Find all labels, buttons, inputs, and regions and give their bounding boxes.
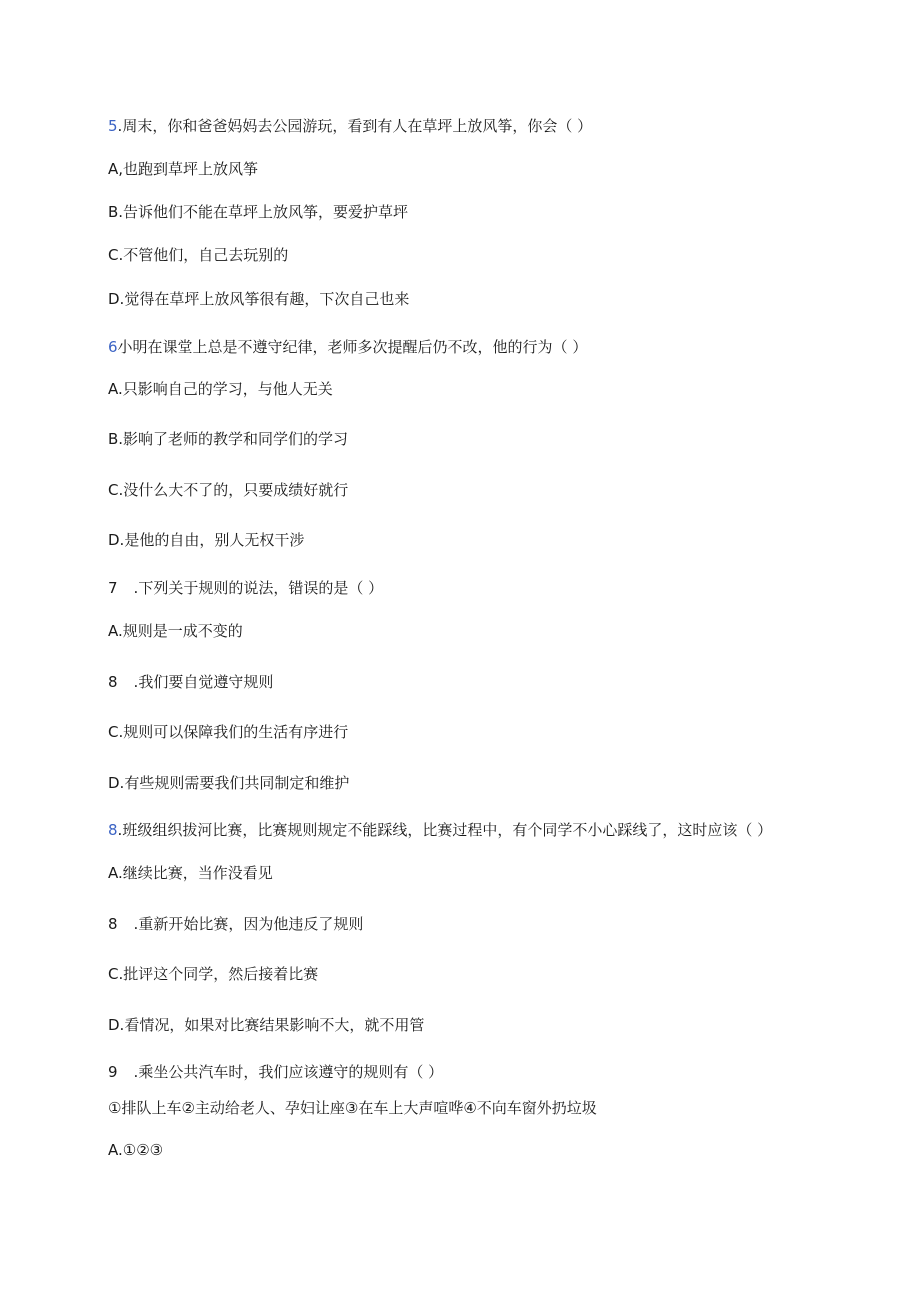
question-5-option-d: D.觉得在草坪上放风筝很有趣，下次自己也来 xyxy=(108,290,410,308)
question-7-option-c: C.规则可以保障我们的生活有序进行 xyxy=(108,723,349,741)
question-6-number: 6 xyxy=(108,338,118,356)
question-6-option-c: C.没什么大不了的，只要成绩好就行 xyxy=(108,481,349,499)
question-5-option-b: B.告诉他们不能在草坪上放风筝，要爱护草坪 xyxy=(108,203,409,221)
question-5-option-a: A,也跑到草坪上放风筝 xyxy=(108,160,259,178)
question-9-statements: ①排队上车②主动给老人、孕妇让座③在车上大声喧哗④不向车窗外扔垃圾 xyxy=(108,1099,597,1117)
question-8-option-b xyxy=(108,914,363,934)
question-8-option-b-text: .重新开始比赛，因为他违反了规则 xyxy=(133,915,364,933)
question-7-option-d: D.有些规则需要我们共同制定和维护 xyxy=(108,774,350,792)
question-8-option-b-number: 8 xyxy=(108,915,118,933)
question-7-option-b xyxy=(108,672,273,692)
question-8-stem xyxy=(108,820,772,840)
question-8-text: .班级组织拔河比赛，比赛规则规定不能踩线，比赛过程中，有个同学不小心踩线了，这时应该（ ） xyxy=(117,821,773,839)
question-5-option-c: C.不管他们，自己去玩别的 xyxy=(108,246,289,264)
question-9-stem xyxy=(108,1062,443,1082)
question-7-text: .下列关于规则的说法，错误的是（ ） xyxy=(133,579,384,597)
question-5-stem xyxy=(108,116,592,136)
question-7-option-b-number: 8 xyxy=(108,673,118,691)
question-7-stem xyxy=(108,578,383,598)
question-8-option-a: A.继续比赛，当作没看见 xyxy=(108,864,273,882)
question-5-number: 5 xyxy=(108,117,118,135)
question-9-text: .乘坐公共汽车时，我们应该遵守的规则有（ ） xyxy=(133,1063,444,1081)
question-6-option-a: A.只影响自己的学习，与他人无关 xyxy=(108,380,333,398)
question-6-option-b: B.影响了老师的教学和同学们的学习 xyxy=(108,430,349,448)
question-8-option-c: C.批评这个同学，然后接着比赛 xyxy=(108,965,319,983)
question-7-option-a: A.规则是一成不变的 xyxy=(108,622,243,640)
question-7-number: 7 xyxy=(108,579,118,597)
question-8-number: 8 xyxy=(108,821,118,839)
question-7-option-b-text: .我们要自觉遵守规则 xyxy=(133,673,274,691)
question-9-option-a: A.①②③ xyxy=(108,1141,164,1159)
question-6-text: 小明在课堂上总是不遵守纪律，老师多次提醒后仍不改，他的行为（ ） xyxy=(117,338,588,356)
question-5-text: .周末，你和爸爸妈妈去公园游玩，看到有人在草坪上放风筝，你会（ ） xyxy=(117,117,593,135)
question-6-stem xyxy=(108,337,587,357)
question-6-option-d: D.是他的自由，别人无权干涉 xyxy=(108,531,305,549)
question-9-number: 9 xyxy=(108,1063,118,1081)
question-8-option-d: D.看情况，如果对比赛结果影响不大，就不用管 xyxy=(108,1016,425,1034)
